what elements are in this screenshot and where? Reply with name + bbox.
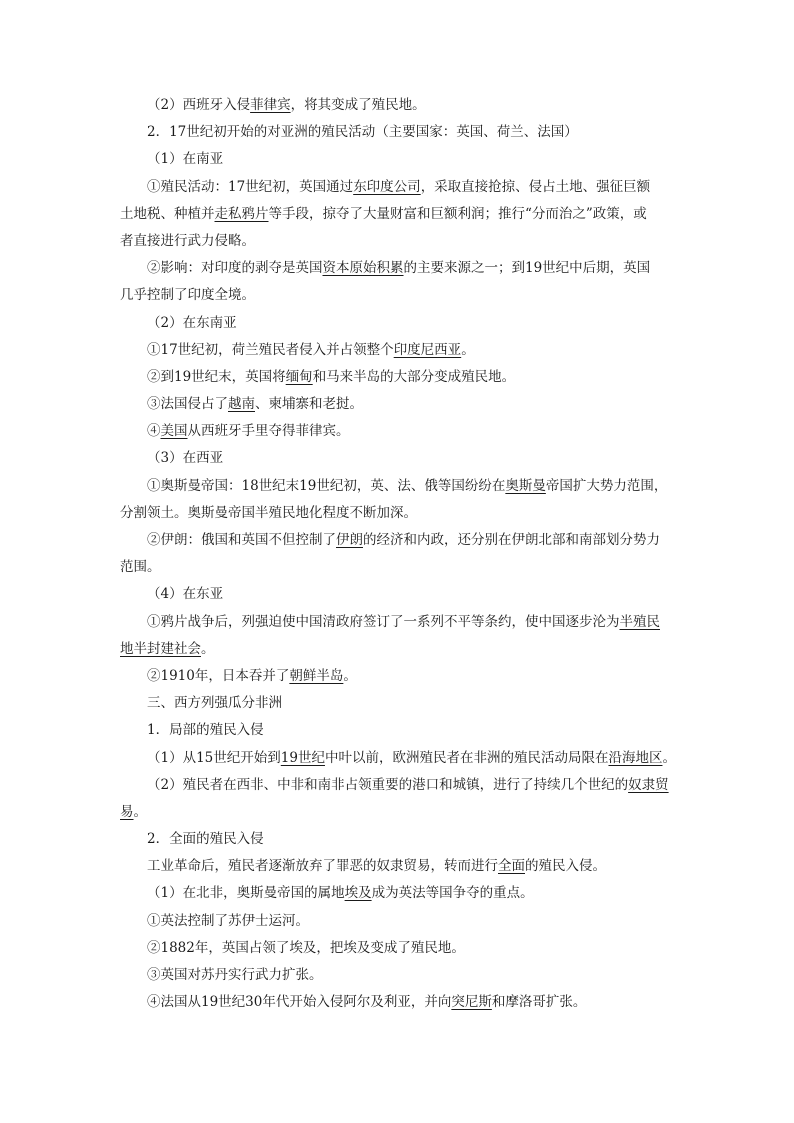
text-line — [120, 228, 680, 255]
subsection-heading — [120, 445, 680, 472]
text-run: 。 — [201, 640, 215, 657]
underlined-term: 缅甸 — [285, 368, 313, 385]
text-run: ①英法控制了苏伊士运河。 — [147, 912, 309, 929]
underlined-term: 菲律宾 — [250, 97, 291, 113]
underlined-term: 19世纪 — [280, 749, 325, 766]
text-run: 帝国扩大势力范围， — [545, 477, 668, 494]
text-run: 从西班牙手里夺得菲律宾。 — [187, 423, 350, 440]
text-run: 2．17世纪初开始的对亚洲的殖民活动（主要国家：英国、荷兰、法国） — [147, 124, 578, 141]
text-run: （1）从15世纪开始到 — [147, 749, 281, 766]
text-run: 分割领土。奥斯曼帝国半殖民地化程度不断加深。 — [120, 504, 417, 521]
underlined-term: 东印度公司 — [353, 178, 421, 195]
text-line — [120, 908, 680, 935]
text-run: 。 — [662, 749, 676, 766]
text-line — [120, 92, 680, 119]
text-run: 三、西方列强瓜分非洲 — [147, 695, 282, 712]
text-line — [120, 201, 680, 228]
text-run: ①奥斯曼帝国：18世纪末19世纪初，英、法、俄等国纷纷在 — [147, 477, 506, 494]
text-line — [120, 364, 680, 391]
underlined-term: 奴隶贸 — [628, 776, 669, 793]
underlined-term: 全面 — [498, 858, 525, 875]
text-line — [120, 337, 680, 364]
text-line — [120, 500, 680, 527]
text-run: 者直接进行武力侵略。 — [120, 232, 255, 249]
underlined-term: 越南 — [228, 396, 255, 413]
text-run: （1）在南亚 — [147, 151, 224, 168]
underlined-term: 资本原始积累 — [322, 260, 404, 277]
text-run: 的主要来源之一；到19世纪中后期，英国 — [403, 260, 651, 277]
text-line — [120, 663, 680, 690]
text-line — [120, 772, 680, 799]
text-run: 的殖民入侵。 — [525, 858, 606, 875]
text-run: 几乎控制了印度全境。 — [120, 287, 255, 304]
text-run: 。 — [133, 803, 147, 820]
text-run: ①殖民活动：17世纪初，英国通过 — [147, 178, 354, 195]
subsection-heading — [120, 146, 680, 173]
text-run: ②到19世纪末，英国将 — [147, 368, 286, 385]
text-line — [120, 554, 680, 581]
section-heading — [120, 119, 680, 146]
underlined-term: 易 — [120, 803, 134, 820]
section-heading — [120, 717, 680, 744]
text-line — [120, 282, 680, 309]
subsection-heading — [120, 310, 680, 337]
text-run: 和摩洛哥扩张。 — [491, 994, 587, 1011]
subsection-heading — [120, 581, 680, 608]
text-line — [120, 853, 680, 880]
text-run: 的经济和内政，还分别在伊朗北部和南部划分势力 — [363, 532, 660, 548]
underlined-term: 地半封建社会 — [120, 640, 201, 657]
text-run: ，将其变成了殖民地。 — [290, 97, 426, 113]
text-line — [120, 962, 680, 989]
text-line — [120, 255, 680, 282]
text-run: （2）殖民者在西非、中非和南非占领重要的港口和城镇，进行了持续几个世纪的 — [147, 776, 629, 793]
text-run: （1）在北非，奥斯曼帝国的属地 — [147, 885, 345, 902]
text-run: ，采取直接抢掠、侵占土地、强征巨额 — [420, 178, 651, 195]
underlined-term: 沿海地区 — [608, 749, 663, 766]
text-run: ④法国从19世纪30年代开始入侵阿尔及利亚，并向 — [147, 994, 452, 1011]
text-run: 工业革命后，殖民者逐渐放弃了罪恶的奴隶贸易，转而进行 — [147, 858, 498, 875]
text-run: ②伊朗：俄国和英国不但控制了 — [147, 532, 336, 548]
text-line — [120, 799, 680, 826]
text-run: ②影响：对印度的剥夺是英国 — [147, 260, 323, 277]
text-run: 和马来半岛的大部分变成殖民地。 — [312, 368, 516, 385]
underlined-term: 突尼斯 — [451, 994, 492, 1011]
text-run: 等手段，掠夺了大量财富和巨额利润；推行“分而治之”政策，或 — [268, 205, 647, 222]
text-line — [120, 174, 680, 201]
text-line — [120, 391, 680, 418]
text-run: 2．全面的殖民入侵 — [147, 831, 264, 848]
document-page — [120, 92, 680, 1016]
underlined-term: 印度尼西亚 — [393, 341, 462, 358]
text-line — [120, 636, 680, 663]
text-run: 。 — [461, 341, 475, 358]
text-line — [120, 745, 680, 772]
underlined-term: 走私鸦片 — [214, 205, 269, 222]
text-run: ③法国侵占了 — [147, 396, 228, 413]
section-heading — [120, 690, 680, 717]
text-run: 成为英法等国争夺的重点。 — [371, 885, 534, 902]
underlined-term: 奥斯曼 — [505, 477, 546, 494]
text-run: ①鸦片战争后，列强迫使中国清政府签订了一系列不平等条约，使中国逐步沦为 — [147, 613, 620, 630]
text-run: （2）西班牙入侵 — [147, 97, 251, 113]
text-run: ②1910年，日本吞并了 — [147, 667, 290, 684]
text-run: 1．局部的殖民入侵 — [147, 722, 264, 739]
text-run: （2）在东南亚 — [147, 314, 237, 331]
text-line — [120, 418, 680, 445]
underlined-term: 伊朗 — [336, 532, 363, 548]
text-run: 、柬埔寨和老挝。 — [255, 396, 363, 413]
text-line — [120, 473, 680, 500]
text-line — [120, 935, 680, 962]
text-run: ③英国对苏丹实行武力扩张。 — [147, 967, 323, 983]
text-run: （4）在东亚 — [147, 586, 224, 603]
text-run: ②1882年，英国占领了埃及，把埃及变成了殖民地。 — [147, 939, 465, 956]
section-heading — [120, 826, 680, 853]
underlined-term: 朝鲜半岛 — [289, 667, 344, 684]
text-line — [120, 527, 680, 554]
underlined-term: 美国 — [160, 423, 188, 440]
text-run: ④ — [147, 423, 161, 440]
underlined-term: 埃及 — [344, 885, 372, 902]
text-run: 范围。 — [120, 559, 161, 576]
text-run: 中叶以前，欧洲殖民者在非洲的殖民活动局限在 — [324, 749, 609, 766]
text-run: （3）在西亚 — [147, 450, 224, 467]
text-run: ①17世纪初，荷兰殖民者侵入并占领整个 — [147, 341, 394, 358]
text-line — [120, 880, 680, 907]
text-run: 土地税、种植并 — [120, 205, 215, 222]
underlined-term: 半殖民 — [619, 613, 660, 630]
text-line — [120, 609, 680, 636]
text-line — [120, 989, 680, 1016]
text-run: 。 — [343, 667, 357, 684]
